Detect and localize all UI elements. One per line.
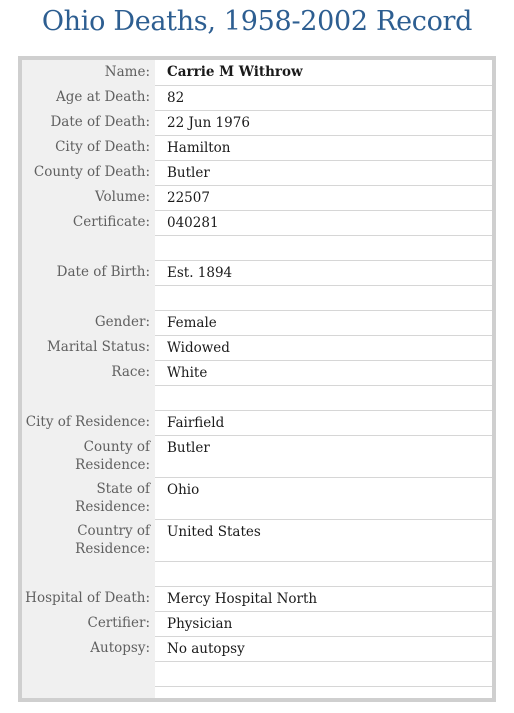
field-label: County of Death:	[33, 164, 150, 180]
field-value: Ohio	[155, 477, 492, 519]
field-value: United States	[155, 519, 492, 561]
row-marital-status	[22, 335, 492, 360]
field-value	[155, 235, 492, 260]
field-value: Female	[155, 310, 492, 335]
field-label: Gender:	[94, 314, 150, 330]
field-label: Certifier:	[87, 615, 150, 631]
row-country-of-residence	[22, 519, 492, 561]
field-value: Carrie M Withrow	[155, 60, 492, 85]
field-value: Hamilton	[155, 135, 492, 160]
field-label	[22, 285, 155, 310]
row-spacer	[22, 661, 492, 686]
row-city-of-residence	[22, 410, 492, 435]
row-spacer	[22, 235, 492, 260]
row-date-of-death	[22, 110, 492, 135]
field-value: White	[155, 360, 492, 385]
field-value: Fairfield	[155, 410, 492, 435]
field-value: Physician	[155, 611, 492, 636]
field-label: Date of Death:	[50, 114, 150, 130]
row-name	[22, 60, 492, 85]
field-label: Country of Residence:	[75, 523, 150, 557]
row-date-of-birth	[22, 260, 492, 285]
field-label: Certificate:	[72, 214, 150, 230]
row-age-at-death	[22, 85, 492, 110]
field-value: No autopsy	[155, 636, 492, 661]
field-label: Autopsy:	[90, 640, 150, 656]
field-value: 82	[155, 85, 492, 110]
row-certificate	[22, 210, 492, 235]
field-value	[155, 285, 492, 310]
record-panel	[22, 60, 492, 698]
field-value: 22 Jun 1976	[155, 110, 492, 135]
row-gender	[22, 310, 492, 335]
row-certifier	[22, 611, 492, 636]
field-value	[155, 661, 492, 686]
row-county-of-residence	[22, 435, 492, 477]
field-label: City of Residence:	[25, 414, 150, 430]
row-autopsy	[22, 636, 492, 661]
row-race	[22, 360, 492, 385]
row-county-of-death	[22, 160, 492, 185]
page-title: Ohio Deaths, 1958-2002 Record	[41, 6, 473, 37]
record-table	[22, 60, 492, 687]
field-label	[22, 561, 155, 586]
field-value	[155, 385, 492, 410]
field-value: Est. 1894	[155, 260, 492, 285]
field-label: Race:	[111, 364, 150, 380]
field-label: Marital Status:	[46, 339, 150, 355]
field-value: 22507	[155, 185, 492, 210]
field-label	[22, 661, 155, 686]
field-label: City of Death:	[55, 139, 150, 155]
field-label: Age at Death:	[56, 89, 150, 105]
row-city-of-death	[22, 135, 492, 160]
row-state-of-residence	[22, 477, 492, 519]
field-label	[22, 235, 155, 260]
field-label: Hospital of Death:	[25, 590, 150, 606]
field-label: Name:	[104, 64, 150, 80]
field-value: Butler	[155, 435, 492, 477]
field-value: 040281	[155, 210, 492, 235]
row-volume	[22, 185, 492, 210]
field-value	[155, 561, 492, 586]
field-label: County of Residence:	[75, 439, 150, 473]
field-label: Volume:	[95, 189, 150, 205]
row-spacer	[22, 561, 492, 586]
field-value: Butler	[155, 160, 492, 185]
field-label: Date of Birth:	[56, 264, 150, 280]
field-label	[22, 385, 155, 410]
field-value: Mercy Hospital North	[155, 586, 492, 611]
row-spacer	[22, 385, 492, 410]
row-hospital-of-death	[22, 586, 492, 611]
row-spacer	[22, 285, 492, 310]
field-value: Widowed	[155, 335, 492, 360]
field-label: State of Residence:	[75, 481, 150, 515]
record-frame	[18, 56, 496, 702]
